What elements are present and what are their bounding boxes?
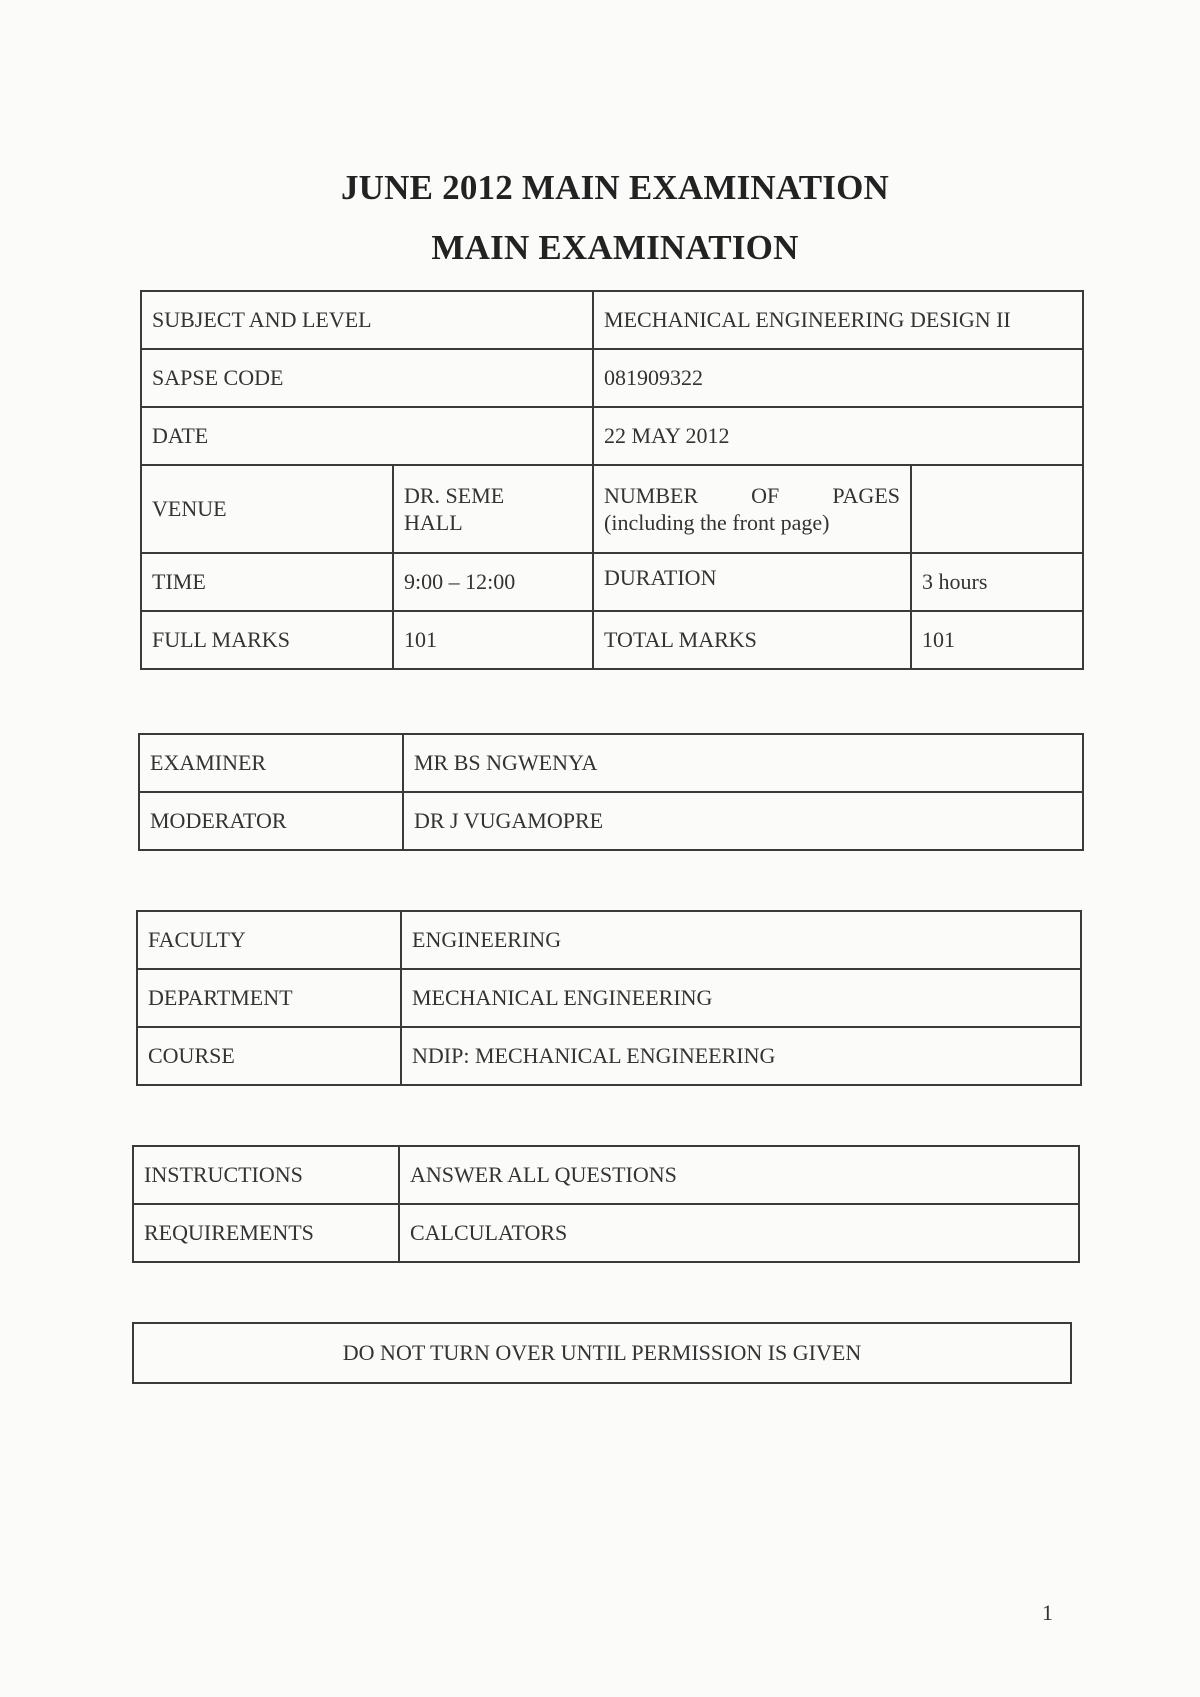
duration-label: DURATION: [593, 553, 911, 611]
requirements-value: CALCULATORS: [399, 1204, 1079, 1262]
venue-value: [393, 465, 593, 553]
date-label: DATE: [141, 407, 593, 465]
full-marks-value: 101: [393, 611, 593, 669]
table-row: [141, 291, 1083, 349]
pages-label-line2: (including the front page): [604, 510, 830, 535]
table-row: [133, 1323, 1071, 1383]
pages-label-word3: PAGES: [832, 482, 900, 508]
moderator-label: MODERATOR: [139, 792, 403, 850]
pages-label-word1: NUMBER: [604, 482, 699, 508]
sapse-code-value: 081909322: [593, 349, 1083, 407]
subject-label: SUBJECT AND LEVEL: [141, 291, 593, 349]
faculty-value: ENGINEERING: [401, 911, 1081, 969]
date-value: 22 MAY 2012: [593, 407, 1083, 465]
time-value: 9:00 – 12:00: [393, 553, 593, 611]
pages-label-word2: OF: [751, 482, 780, 508]
table-row: [137, 911, 1081, 969]
notice-text: DO NOT TURN OVER UNTIL PERMISSION IS GIVEN: [133, 1323, 1071, 1383]
table-row: [141, 553, 1083, 611]
instructions-label: INSTRUCTIONS: [133, 1146, 399, 1204]
moderator-value: DR J VUGAMOPRE: [403, 792, 1083, 850]
notice-box: [132, 1322, 1072, 1384]
course-label: COURSE: [137, 1027, 401, 1085]
table-row: [137, 969, 1081, 1027]
table-row: [141, 349, 1083, 407]
department-value: MECHANICAL ENGINEERING: [401, 969, 1081, 1027]
requirements-label: REQUIREMENTS: [133, 1204, 399, 1262]
exam-subtitle: MAIN EXAMINATION: [431, 228, 799, 267]
table-row: [139, 734, 1083, 792]
staff-table: [138, 733, 1084, 851]
pages-value: [911, 465, 1083, 553]
total-marks-value: 101: [911, 611, 1083, 669]
pages-label-line1: [604, 482, 900, 510]
instructions-value: ANSWER ALL QUESTIONS: [399, 1146, 1079, 1204]
exam-title: JUNE 2012 MAIN EXAMINATION: [340, 168, 890, 207]
full-marks-label: FULL MARKS: [141, 611, 393, 669]
total-marks-label: TOTAL MARKS: [593, 611, 911, 669]
examiner-value: MR BS NGWENYA: [403, 734, 1083, 792]
subject-value: MECHANICAL ENGINEERING DESIGN II: [593, 291, 1083, 349]
course-value: NDIP: MECHANICAL ENGINEERING: [401, 1027, 1081, 1085]
venue-label: VENUE: [141, 465, 393, 553]
exam-details-table: [140, 290, 1084, 670]
table-row: [141, 611, 1083, 669]
venue-value-line2: HALL: [404, 510, 463, 535]
page-number: 1: [1042, 1600, 1053, 1625]
table-row: [141, 465, 1083, 553]
faculty-label: FACULTY: [137, 911, 401, 969]
duration-value: 3 hours: [911, 553, 1083, 611]
venue-value-line1: DR. SEME: [404, 482, 505, 508]
examiner-label: EXAMINER: [139, 734, 403, 792]
table-row: [133, 1146, 1079, 1204]
time-label: TIME: [141, 553, 393, 611]
department-label: DEPARTMENT: [137, 969, 401, 1027]
table-row: [137, 1027, 1081, 1085]
table-row: [139, 792, 1083, 850]
sapse-code-label: SAPSE CODE: [141, 349, 593, 407]
table-row: [133, 1204, 1079, 1262]
table-row: [141, 407, 1083, 465]
pages-label: [593, 465, 911, 553]
faculty-table: [136, 910, 1082, 1086]
instructions-table: [132, 1145, 1080, 1263]
